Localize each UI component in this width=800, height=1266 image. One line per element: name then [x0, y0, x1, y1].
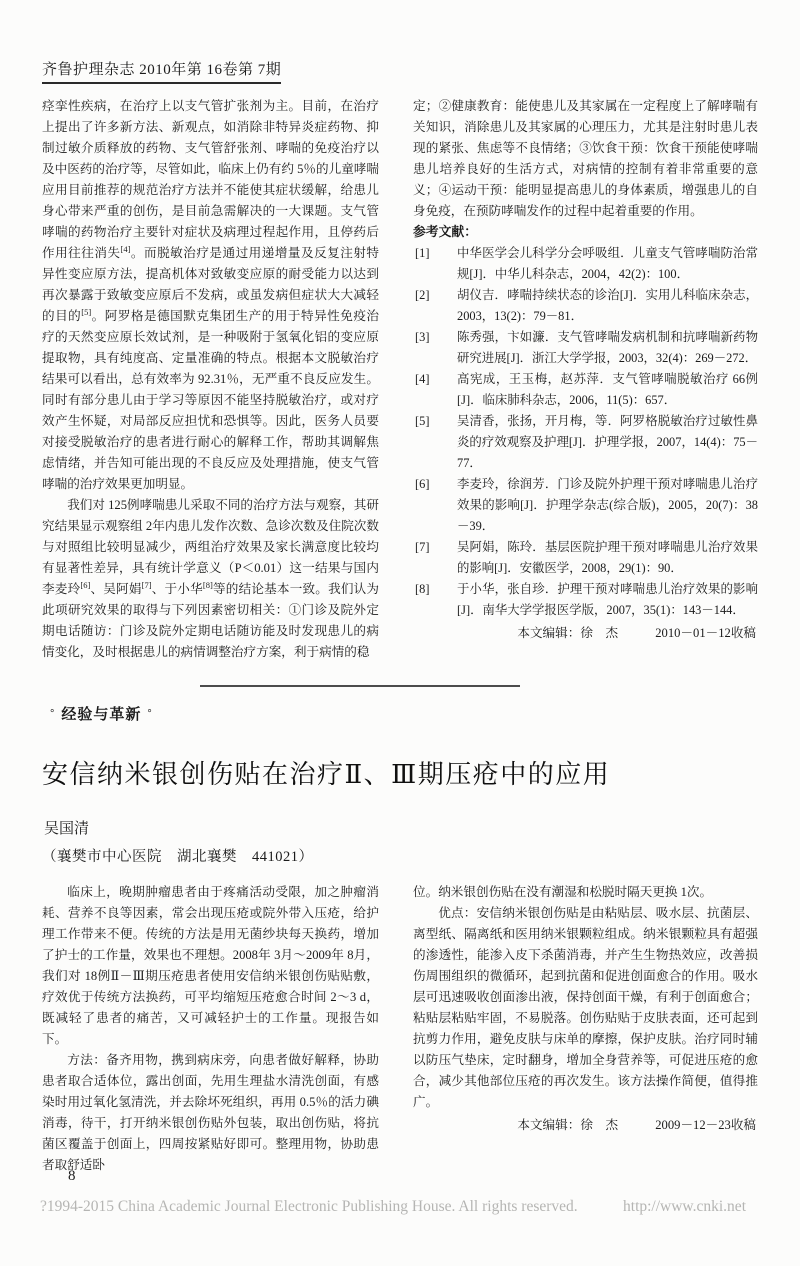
reference-text: 高宪成，王玉梅，赵苏萍．支气管哮喘脱敏治疗 66例[J]．临床肺科杂志，2006，11(5)：657． — [457, 372, 758, 407]
article-divider-rule — [200, 685, 520, 687]
article2-paragraph: 临床上，晚期肿瘤患者由于疼痛活动受限，加之肿瘤消耗、营养不良等因素，常会出现压疮或院外带入压疮，给护理工作带来不便。传统的方法是用无菌纱块每天换药，增加了护士的工作量，效果也不理想。2008年 3月～2009年 8月，我们对 18例Ⅱ－Ⅲ期压疮患者使用安信纳米银创伤贴贴敷，疗效优于传统方法换药，可平均缩短压疮愈合时间 2～3 d，既减轻了患者的痛苦，又可减轻护士的工作量。现报告如下。 — [42, 885, 379, 1046]
reference-text: 李麦玲，徐润芳．门诊及院外护理干预对哮喘患儿治疗效果的影响[J]．护理学杂志(综合版)，2005，20(7)：38－39． — [457, 477, 758, 533]
editor-label: 本文编辑：徐 杰 — [517, 1118, 619, 1132]
reference-number: [8] — [415, 582, 430, 596]
article1-paragraph: 痉挛性疾病，在治疗上以支气管扩张剂为主。目前，在治疗上提出了许多新方法、新观点，如消除非特异炎症药物、抑制过敏介质释放的药物、支气管舒张剂、哮喘的免疫治疗以及中医药的治疗等，尽管如此，临床上仍有约 5％的儿童哮喘应用目前推荐的规范治疗方法并不能使其症状缓解，给患儿身心带来严重的创伤，是目前急需解决的一大课题。支气管哮喘的药物治疗主要针对症状及病理过程起作用，且停药后作用往往消失[4]。而脱敏治疗是通过用递增量及反复注射特异性变应原方法，提高机体对致敏变应原的耐受能力以达到再次暴露于致敏变应原后不发病，或虽发病但症状大大减轻的目的[5]。阿罗格是德国默克集团生产的用于特异性免疫治疗的天然变应原长效试剂，是一种吸附于氢氧化铝的变应原提取物，具有纯度高、定量准确的特点。根据本文脱敏治疗结果可以看出，总有效率为 92.31％，无严重不良反应发生。同时有部分患儿由于学习等原因不能坚持脱敏治疗，或对疗效产生怀疑，对局部反应担忧和恐惧等。因此，医务人员要对接受脱敏治疗的患者进行耐心的解释工作，帮助其调解焦虑情绪，并告知可能出现的不良反应及处理措施，使支气管哮喘的治疗效果更加明显。 — [42, 99, 380, 491]
author-name: 吴国清 — [44, 820, 90, 837]
article2-paragraph: 优点：安信纳米银创伤贴是由粘贴层、吸水层、抗菌层、离型纸、隔离纸和医用纳米银颗粒组成。纳米银颗粒具有超强的渗透性，能渗入皮下杀菌消毒，并产生生物热效应，改善损伤周围组织的微循环，起到抗菌和促进创面愈合的作用。吸水层可迅速吸收创面渗出液，保持创面干燥，有利于创面愈合；粘贴层粘贴牢固，不易脱落。创伤贴贴于皮肤表面，还可起到抗剪力作用，避免皮肤与床单的摩擦，保护皮肤。治疗同时辅以防压气垫床，定时翻身，增加全身营养等，可促进压疮的愈合，减少其他部位压疮的再次发生。该方法操作简便，值得推广。 — [413, 906, 758, 1109]
editor-label: 本文编辑：徐 杰 — [517, 626, 619, 640]
article1-columns — [0, 96, 800, 663]
article1-left-column — [42, 96, 379, 663]
article2-right-column — [413, 882, 758, 1176]
ring-ornament: ° — [50, 708, 56, 720]
article1-right-column — [413, 96, 758, 663]
reference-number: [5] — [415, 414, 430, 428]
article1-editor-line — [413, 623, 758, 644]
reference-item — [413, 579, 758, 621]
reference-text: 吴阿娟，陈玲．基层医院护理干预对哮喘患儿治疗效果的影响[J]．安徽医学，2008，29(1)：90． — [457, 540, 758, 575]
reference-item — [413, 243, 758, 285]
reference-number: [6] — [415, 477, 430, 491]
reference-number: [4] — [415, 372, 430, 386]
reference-number: [2] — [415, 288, 430, 302]
reference-text: 吴清香，张扬，开月梅，等．阿罗格脱敏治疗过敏性鼻炎的疗效观察及护理[J]．护理学报，2007，14(4)：75－77． — [457, 414, 758, 470]
article1-paragraph: 我们对 125例哮喘患儿采取不同的治疗方法与观察，其研究结果显示观察组 2年内患儿发作次数、急诊次数及住院次数与对照组比较明显减少，两组治疗效果及家长满意度比较均有显著性差异，具有统计学意义（P＜0.01）这一结果与国内李麦玲[6]、吴阿娟[7]、于小华[8]等的结论基本一致。我们认为此项研究效果的取得与下列因素密切相关：①门诊及院外定期电话随访：门诊及院外定期电话随访能及时发现患儿的病情变化，及时根据患儿的病情调整治疗方案，利于病情的稳 — [42, 498, 380, 659]
footer-watermark — [40, 1198, 746, 1216]
footer-copyright: ?1994-2015 China Academic Journal Electronic Publishing House. All rights reserved. — [40, 1198, 578, 1215]
reference-item — [413, 327, 758, 369]
reference-number: [3] — [415, 330, 430, 344]
author-affiliation: （襄樊市中心医院 湖北襄樊 441021） — [42, 849, 314, 865]
footer-url: http://www.cnki.net — [623, 1198, 746, 1215]
article2-paragraph: 方法：备齐用物，携到病床旁，向患者做好解释，协助患者取合适体位，露出创面，先用生理盐水清洗创面，有感染时用过氧化氢清洗，并去除坏死组织，再用 0.5％的活力碘消毒，待干，打开纳米银创伤贴外包装，取出创伤贴，将抗菌区覆盖于创面上，四周按紧贴好即可。整理用物，协助患者取舒适卧 — [42, 1053, 379, 1172]
reference-number: [1] — [415, 246, 430, 260]
article2-left-column — [42, 882, 379, 1176]
section-label-text: 经验与革新 — [61, 706, 142, 723]
article1-paragraph: 定；②健康教育：能使患儿及其家属在一定程度上了解哮喘有关知识，消除患儿及其家属的心理压力，尤其是注射时患儿表现的紧张、焦虑等不良情绪；③饮食干预：饮食干预能使哮喘患儿培养良好的生活方式，对病情的控制有着非常重要的意义；④运动干预：能明显提高患儿的身体素质，增强患儿的自身免疫，在预防哮喘发作的过程中起着重要的作用。 — [413, 99, 758, 218]
reference-text: 陈秀强，卞如濂．支气管哮喘发病机制和抗哮喘新药物研究进展[J]．浙江大学学报，2003，32(4)：269－272． — [457, 330, 758, 365]
reference-text: 于小华，张自珍．护理干预对哮喘患儿治疗效果的影响[J]．南华大学学报医学版，2007，35(1)：143－144． — [457, 582, 758, 617]
received-date: 2009－12－23收稿 — [655, 1118, 756, 1132]
received-date: 2010－01－12收稿 — [655, 626, 756, 640]
article-title: 安信纳米银创伤贴在治疗Ⅱ、Ⅲ期压疮中的应用 — [42, 760, 611, 789]
reference-number: [7] — [415, 540, 430, 554]
reference-item — [413, 285, 758, 327]
section-label — [44, 703, 800, 724]
reference-item — [413, 369, 758, 411]
reference-item — [413, 537, 758, 579]
article2-editor-line — [413, 1115, 758, 1136]
page-number: 8 — [68, 1168, 76, 1184]
reference-item — [413, 411, 758, 474]
article2-paragraph: 位。纳米银创伤贴在没有潮湿和松脱时隔天更换 1次。 — [413, 885, 713, 899]
ring-ornament: ° — [147, 708, 153, 720]
article2-columns — [0, 882, 800, 1176]
references-list — [413, 243, 758, 621]
journal-header: 齐鲁护理杂志 2010年第 16卷第 7期 — [42, 58, 281, 84]
reference-text: 中华医学会儿科学分会呼吸组．儿童支气管哮喘防治常规[J]．中华儿科杂志，2004，42(2)：100． — [457, 246, 758, 281]
reference-text: 胡仪吉．哮喘持续状态的诊治[J]．实用儿科临床杂志，2003，13(2)：79－81． — [457, 288, 758, 323]
references-heading: 参考文献： — [413, 225, 477, 239]
reference-item — [413, 474, 758, 537]
